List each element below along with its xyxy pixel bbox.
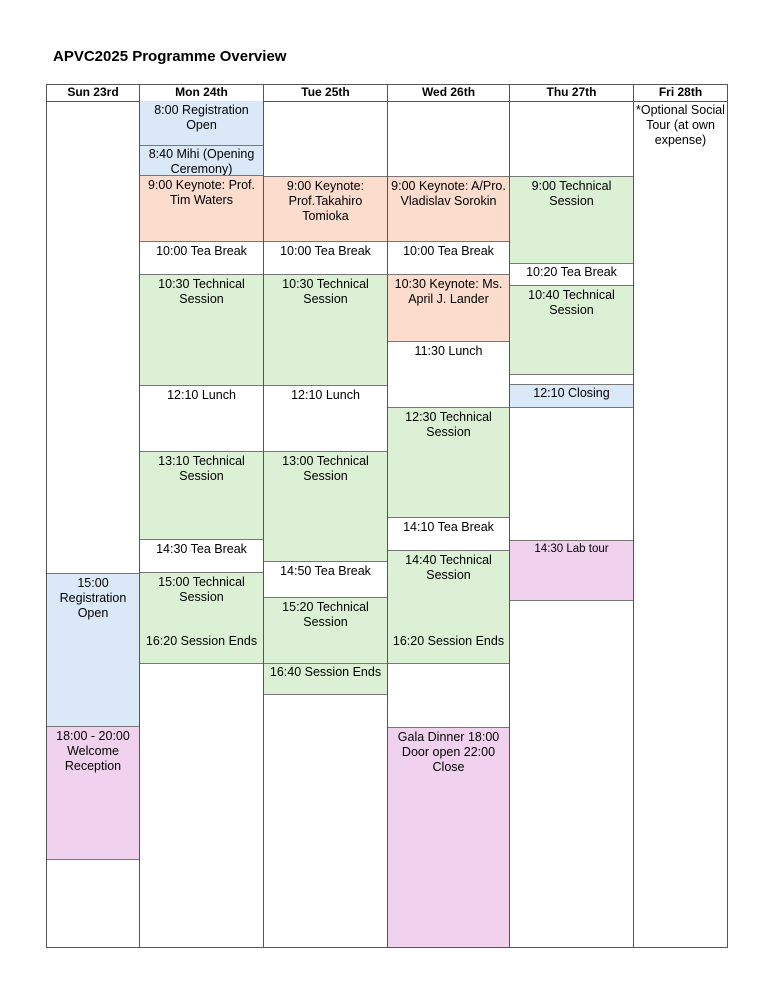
thu-lab-tour: 14:30 Lab tour bbox=[510, 540, 633, 601]
wed-gala-dinner: Gala Dinner 18:00 Door open 22:00 Close bbox=[388, 727, 509, 947]
mon-technical-session-1: 10:30 Technical Session bbox=[140, 275, 263, 386]
mon-keynote: 9:00 Keynote: Prof. Tim Waters bbox=[140, 176, 263, 242]
tue-technical-session-1: 10:30 Technical Session bbox=[264, 275, 387, 386]
wed-keynote-2: 10:30 Keynote: Ms. April J. Lander bbox=[388, 275, 509, 342]
table-border-right bbox=[727, 84, 728, 948]
header-fri: Fri 28th bbox=[658, 85, 703, 99]
mon-lunch: 12:10 Lunch bbox=[140, 386, 263, 452]
mon-mihi: 8:40 Mihi (Opening Ceremony) bbox=[140, 146, 263, 176]
mon-technical-session-2: 13:10 Technical Session bbox=[140, 452, 263, 540]
header-sun: Sun 23rd bbox=[67, 85, 119, 99]
tue-lunch: 12:10 Lunch bbox=[264, 386, 387, 452]
wed-lunch: 11:30 Lunch bbox=[388, 342, 509, 408]
wed-technical-session-1: 12:30 Technical Session bbox=[388, 408, 509, 518]
thu-tea-break: 10:20 Tea Break bbox=[510, 264, 633, 286]
mon-registration: 8:00 Registration Open bbox=[140, 101, 263, 146]
tue-tea-break-2: 14:50 Tea Break bbox=[264, 562, 387, 598]
wed-keynote-1: 9:00 Keynote: A/Pro. Vladislav Sorokin bbox=[388, 176, 509, 242]
column-divider bbox=[633, 84, 634, 948]
sun-welcome-reception: 18:00 - 20:00 Welcome Reception bbox=[47, 727, 139, 860]
tue-tea-break-1: 10:00 Tea Break bbox=[264, 242, 387, 275]
mon-technical-session-3: 15:00 Technical Session bbox=[140, 573, 263, 633]
tue-keynote: 9:00 Keynote: Prof.Takahiro Tomioka bbox=[264, 176, 387, 242]
tue-session-ends: 16:40 Session Ends bbox=[264, 664, 387, 695]
wed-technical-session-2: 14:40 Technical Session bbox=[388, 551, 509, 633]
sun-registration: 15:00 Registration Open bbox=[47, 573, 139, 727]
table-border-bottom bbox=[46, 947, 728, 948]
wed-tea-break-1: 10:00 Tea Break bbox=[388, 242, 509, 275]
mon-tea-break-1: 10:00 Tea Break bbox=[140, 242, 263, 275]
page-title: APVC2025 Programme Overview bbox=[53, 48, 287, 65]
header-tue: Tue 25th bbox=[301, 85, 350, 99]
thu-gap bbox=[510, 375, 633, 385]
thu-technical-session-2: 10:40 Technical Session bbox=[510, 286, 633, 375]
header-mon: Mon 24th bbox=[175, 85, 228, 99]
header-thu: Thu 27th bbox=[546, 85, 597, 99]
tue-technical-session-2: 13:00 Technical Session bbox=[264, 452, 387, 562]
mon-session-ends: 16:20 Session Ends bbox=[140, 633, 263, 664]
thu-technical-session-1: 9:00 Technical Session bbox=[510, 176, 633, 264]
tue-technical-session-3: 15:20 Technical Session bbox=[264, 598, 387, 664]
thu-closing: 12:10 Closing bbox=[510, 385, 633, 408]
header-wed: Wed 26th bbox=[421, 85, 476, 99]
wed-session-ends: 16:20 Session Ends bbox=[388, 633, 509, 664]
mon-tea-break-2: 14:30 Tea Break bbox=[140, 540, 263, 573]
fri-social-tour: *Optional Social Tour (at own expense) bbox=[636, 103, 725, 147]
wed-tea-break-2: 14:10 Tea Break bbox=[388, 518, 509, 551]
